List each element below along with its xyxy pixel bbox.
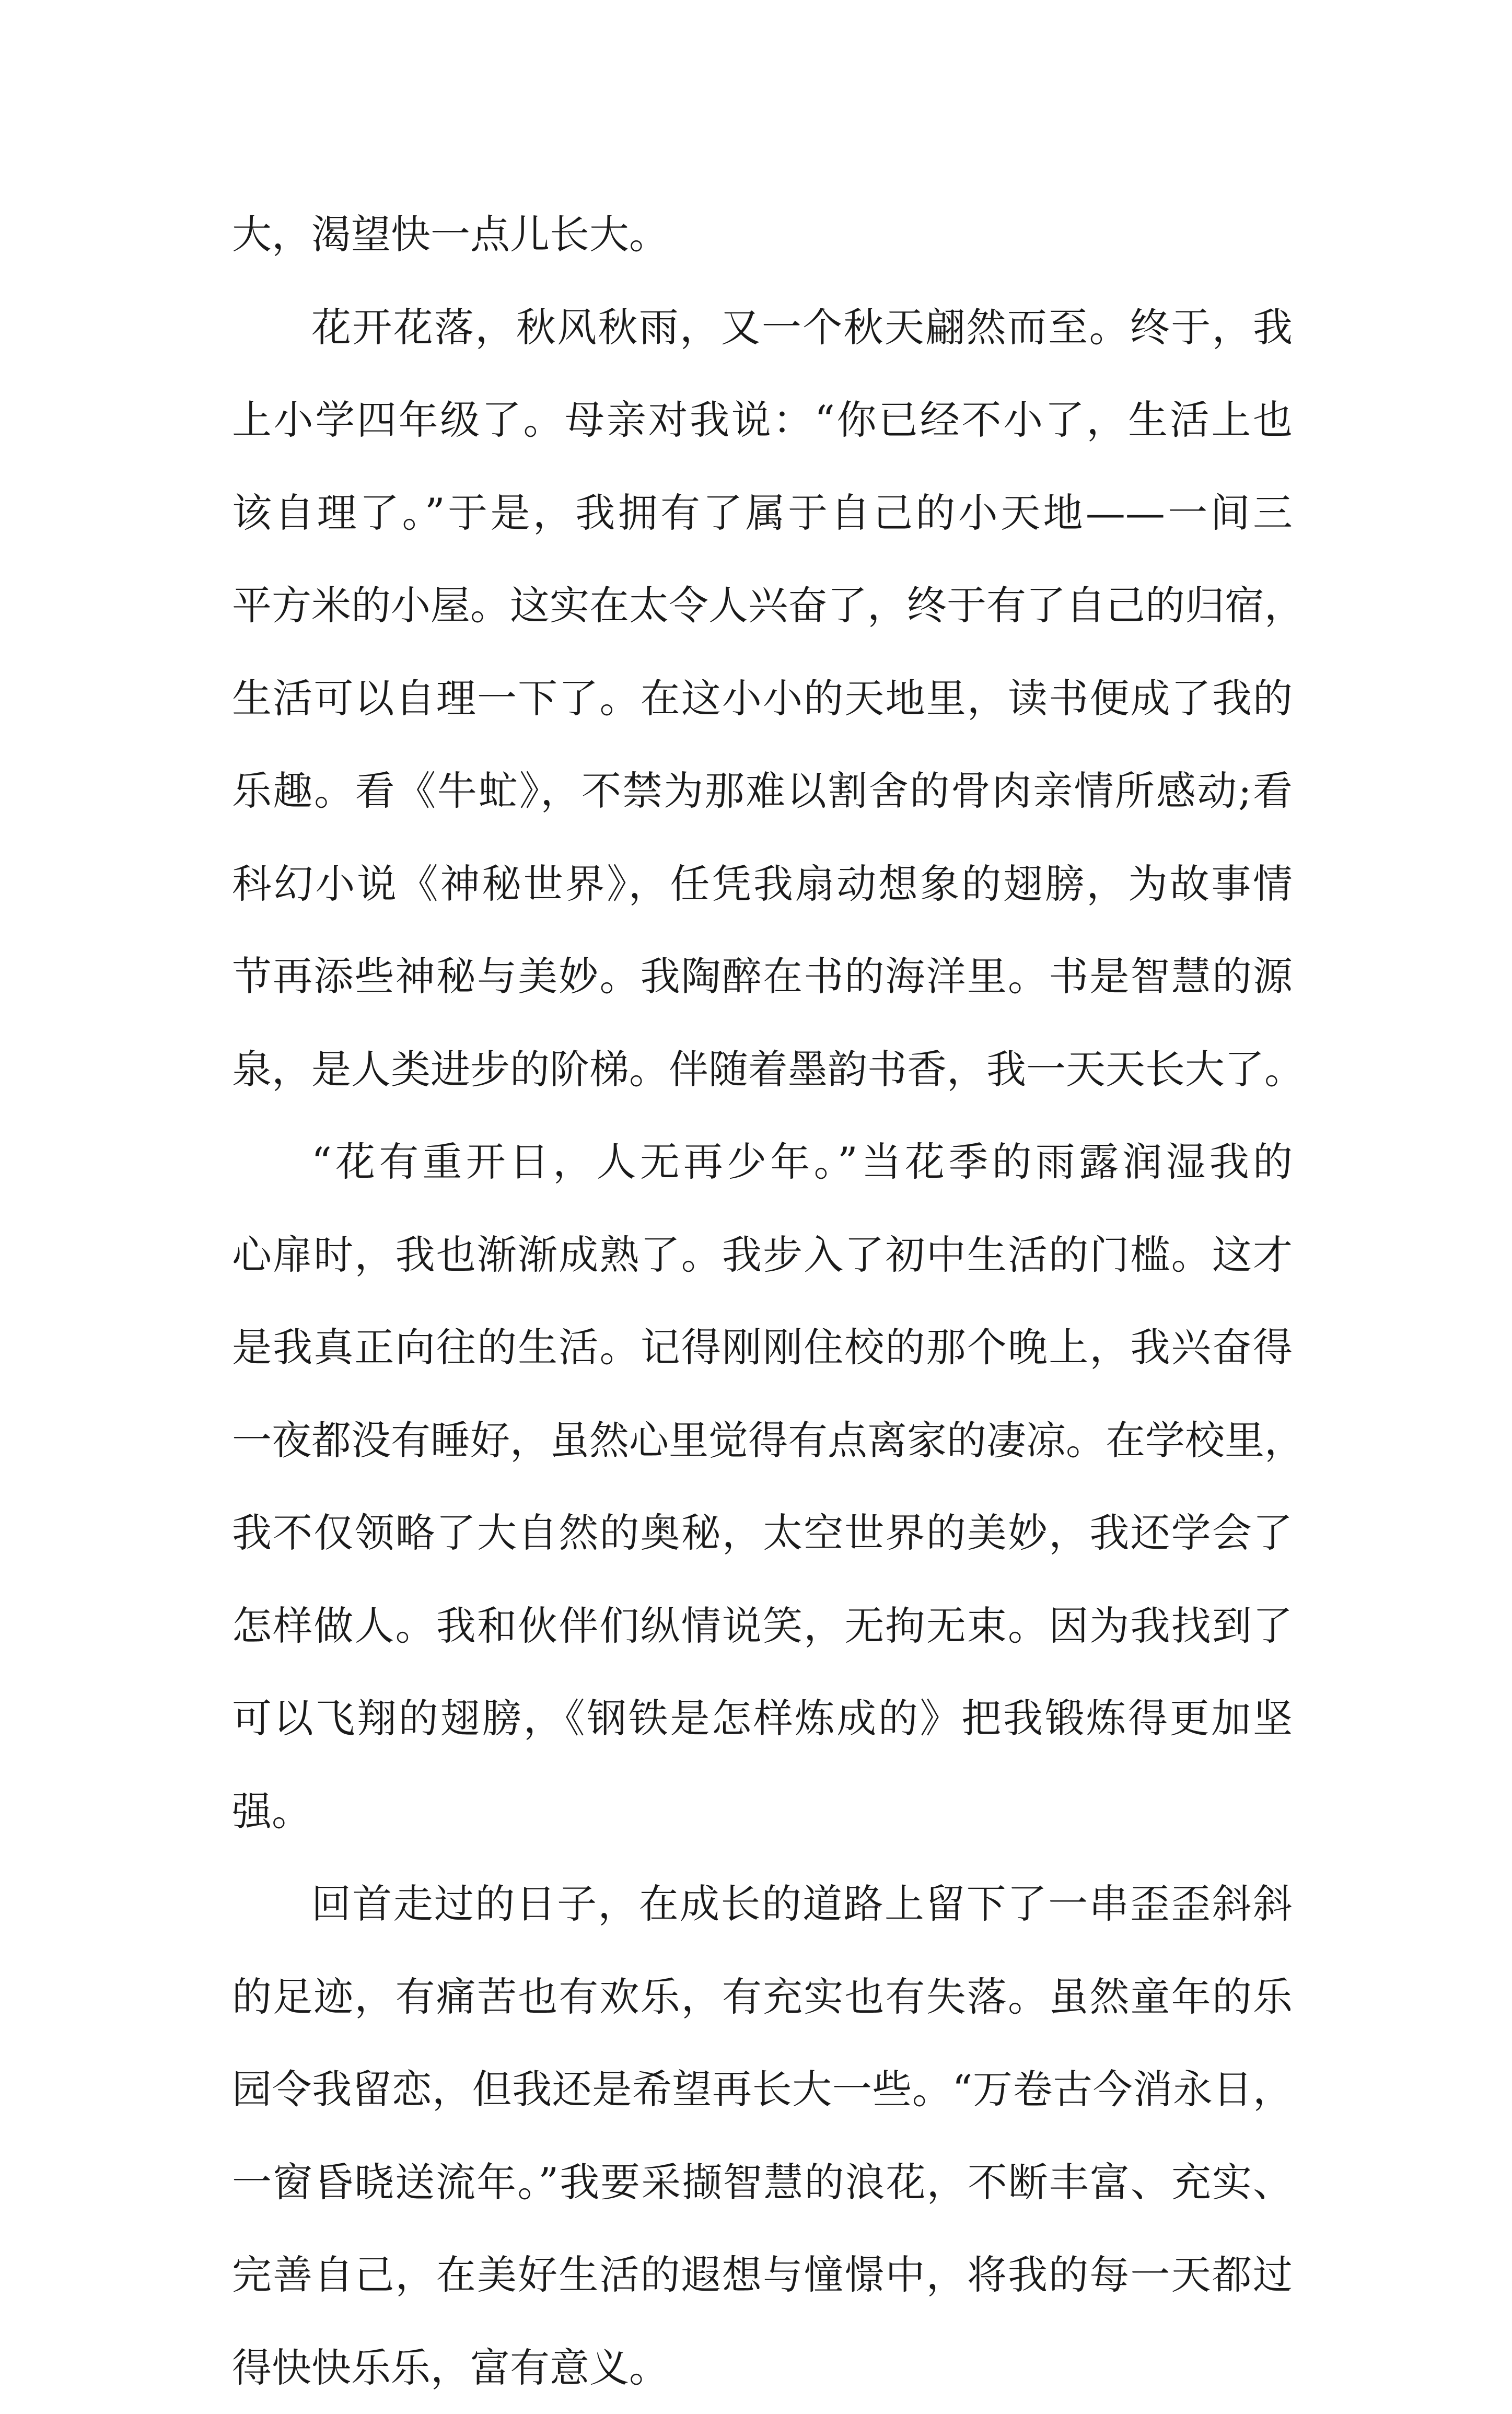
paragraph-3 [232, 1116, 1293, 1858]
text-line: 心扉时，我也渐渐成熟了。我步入了初中生活的门槛。这才 [232, 1209, 1293, 1302]
paragraph-2 [232, 281, 1293, 1116]
paragraph-1 [232, 188, 1293, 281]
text-line: 泉，是人类进步的阶梯。伴随着墨韵书香，我一天天长大了。 [232, 1023, 1293, 1116]
text-line: 怎样做人。我和伙伴们纵情说笑，无拘无束。因为我找到了 [232, 1580, 1293, 1673]
text-line: 回首走过的日子，在成长的道路上留下了一串歪歪斜斜 [232, 1858, 1293, 1951]
text-line: 节再添些神秘与美妙。我陶醉在书的海洋里。书是智慧的源 [232, 930, 1293, 1023]
text-line: “花有重开日，人无再少年。”当花季的雨露润湿我的 [232, 1116, 1293, 1209]
paragraph-4 [232, 1858, 1293, 2414]
text-line: 花开花落，秋风秋雨，又一个秋天翩然而至。终于，我 [232, 281, 1293, 374]
text-line: 生活可以自理一下了。在这小小的天地里，读书便成了我的 [232, 652, 1293, 745]
text-line: 上小学四年级了。母亲对我说：“你已经不小了，生活上也 [232, 374, 1293, 467]
text-line: 的足迹，有痛苦也有欢乐，有充实也有失落。虽然童年的乐 [232, 1951, 1293, 2044]
text-line: 大，渴望快一点儿长大。 [232, 188, 1293, 281]
text-line: 强。 [232, 1765, 1293, 1858]
text-line: 乐趣。看《牛虻》，不禁为那难以割舍的骨肉亲情所感动;看 [232, 745, 1293, 838]
text-line: 可以飞翔的翅膀，《钢铁是怎样炼成的》把我锻炼得更加坚 [232, 1672, 1293, 1765]
text-line: 得快快乐乐，富有意义。 [232, 2322, 1293, 2414]
text-line: 园令我留恋，但我还是希望再长大一些。“万卷古今消永日， [232, 2043, 1293, 2136]
text-line: 是我真正向往的生活。记得刚刚住校的那个晚上，我兴奋得 [232, 1301, 1293, 1394]
text-line: 平方米的小屋。这实在太令人兴奋了，终于有了自己的归宿， [232, 559, 1293, 652]
body-text [232, 188, 1293, 2414]
text-line: 一夜都没有睡好，虽然心里觉得有点离家的凄凉。在学校里， [232, 1394, 1293, 1487]
text-line: 科幻小说《神秘世界》，任凭我扇动想象的翅膀，为故事情 [232, 838, 1293, 931]
text-line: 一窗昏晓送流年。”我要采撷智慧的浪花，不断丰富、充实、 [232, 2136, 1293, 2229]
text-line: 我不仅领略了大自然的奥秘，太空世界的美妙，我还学会了 [232, 1487, 1293, 1580]
text-line: 完善自己，在美好生活的遐想与憧憬中，将我的每一天都过 [232, 2229, 1293, 2322]
text-line: 该自理了。”于是，我拥有了属于自己的小天地——一间三 [232, 467, 1293, 560]
